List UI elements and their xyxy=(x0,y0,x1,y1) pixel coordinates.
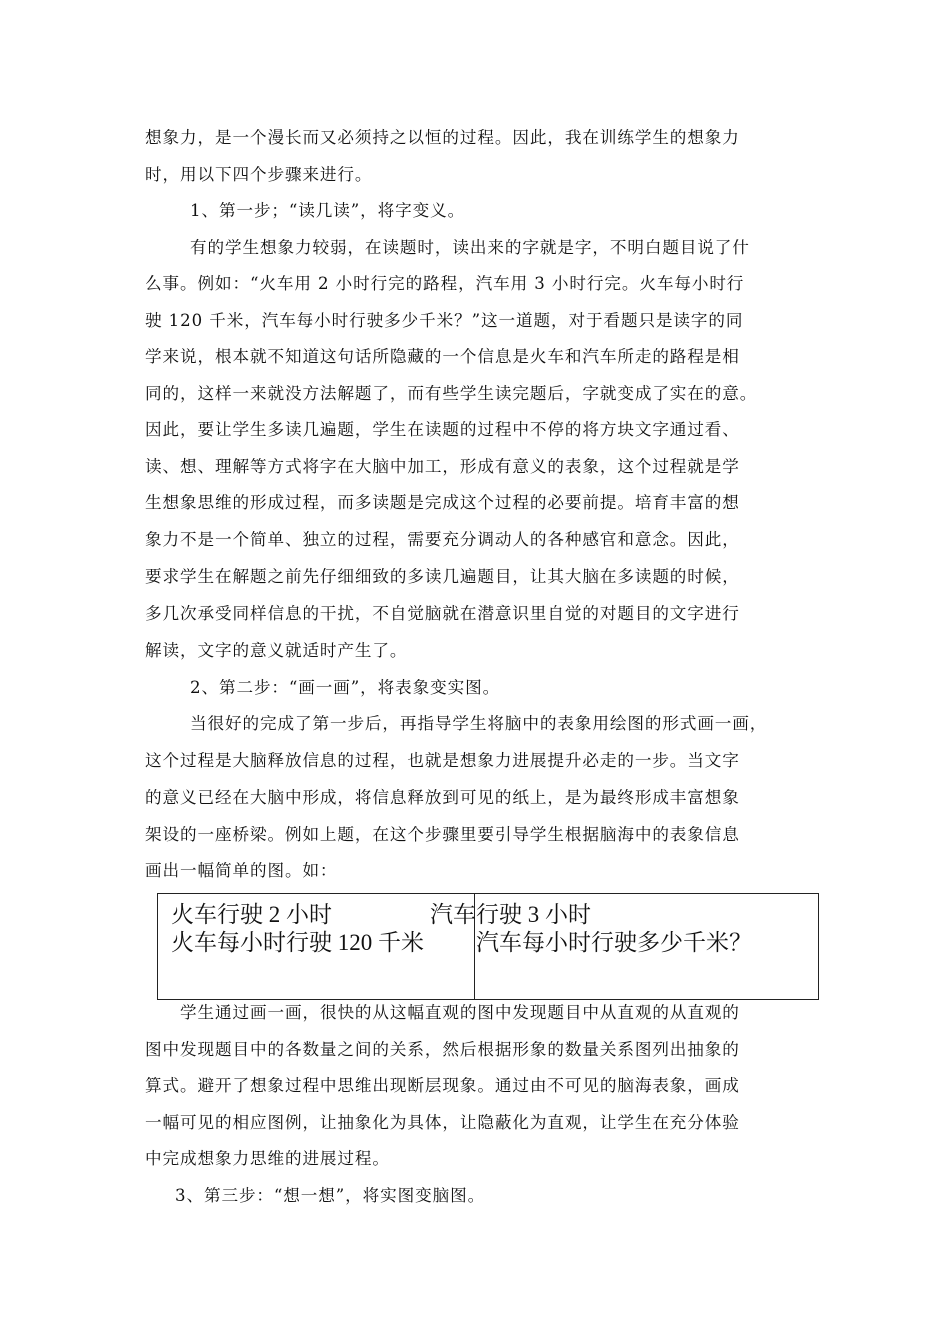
paragraph-line: 生想象思维的形成过程，而多读题是完成这个过程的必要前提。培育丰富的想 xyxy=(145,493,740,512)
step2-heading: 2、第二步：“画一画”，将表象变实图。 xyxy=(190,678,501,697)
paragraph-line: 有的学生想象力较弱，在读题时，读出来的字就是字，不明白题目说了什 xyxy=(190,238,750,257)
paragraph-line: 学来说，根本就不知道这句话所隐藏的一个信息是火车和汽车所走的路程是相 xyxy=(145,347,740,366)
paragraph-line: 因此，要让学生多读几遍题，学生在读题的过程中不停的将方块文字通过看、 xyxy=(145,420,740,439)
paragraph-line: 一幅可见的相应图例，让抽象化为具体，让隐蔽化为直观，让学生在充分体验 xyxy=(145,1113,740,1132)
paragraph-line: 算式。避开了想象过程中思维出现断层现象。通过由不可见的脑海表象，画成 xyxy=(145,1076,740,1095)
step3-heading: 3、第三步：“想一想”，将实图变脑图。 xyxy=(175,1186,486,1205)
paragraph-line: 架设的一座桥梁。例如上题，在这个步骤里要引导学生根据脑海中的表象信息 xyxy=(145,825,740,844)
paragraph-line: 时，用以下四个步骤来进行。 xyxy=(145,165,373,184)
paragraph-line: 象力不是一个简单、独立的过程，需要充分调动人的各种感官和意念。因此， xyxy=(145,530,740,549)
paragraph-line: 画出一幅简单的图。如： xyxy=(145,861,338,880)
paragraph-line: 的意义已经在大脑中形成，将信息释放到可见的纸上，是为最终形成丰富想象 xyxy=(145,788,740,807)
figure-train-speed: 火车每小时行驶 120 千米 xyxy=(171,930,424,955)
paragraph-line: 同的，这样一来就没方法解题了，而有些学生读完题后，字就变成了实在的意。 xyxy=(145,384,758,403)
paragraph-line: 读、想、理解等方式将字在大脑中加工，形成有意义的表象，这个过程就是学 xyxy=(145,457,740,476)
paragraph-line: 驶 120 千米，汽车每小时行驶多少千米？”这一道题，对于看题只是读字的同 xyxy=(145,311,744,330)
paragraph-line: 多几次承受同样信息的干扰，不自觉脑就在潜意识里自觉的对题目的文字进行 xyxy=(145,604,740,623)
figure-car-time: 汽车行驶 3 小时 xyxy=(430,902,591,927)
paragraph-line: 么事。例如：“火车用 2 小时行完的路程，汽车用 3 小时行完。火车每小时行 xyxy=(145,274,745,293)
paragraph-line: 要求学生在解题之前先仔细细致的多读几遍题目，让其大脑在多读题的时候， xyxy=(145,567,740,586)
paragraph-line: 解读，文字的意义就适时产生了。 xyxy=(145,641,408,660)
paragraph-line: 图中发现题目中的各数量之间的关系，然后根据形象的数量关系图列出抽象的 xyxy=(145,1040,740,1059)
step1-heading: 1、第一步；“读几读”，将字变义。 xyxy=(190,201,466,220)
paragraph-line: 学生通过画一画，很快的从这幅直观的图中发现题目中从直观的从直观的 xyxy=(180,1003,740,1022)
paragraph-line: 中完成想象力思维的进展过程。 xyxy=(145,1149,390,1168)
figure-car-speed: 汽车每小时行驶多少千米？ xyxy=(476,930,752,955)
paragraph-line: 当很好的完成了第一步后，再指导学生将脑中的表象用绘图的形式画一画， xyxy=(190,714,768,733)
paragraph-line: 想象力，是一个漫长而又必须持之以恒的过程。因此，我在训练学生的想象力 xyxy=(145,128,740,147)
figure-train-time: 火车行驶 2 小时 xyxy=(171,902,332,927)
paragraph-line: 这个过程是大脑释放信息的过程，也就是想象力进展提升必走的一步。当文字 xyxy=(145,751,740,770)
